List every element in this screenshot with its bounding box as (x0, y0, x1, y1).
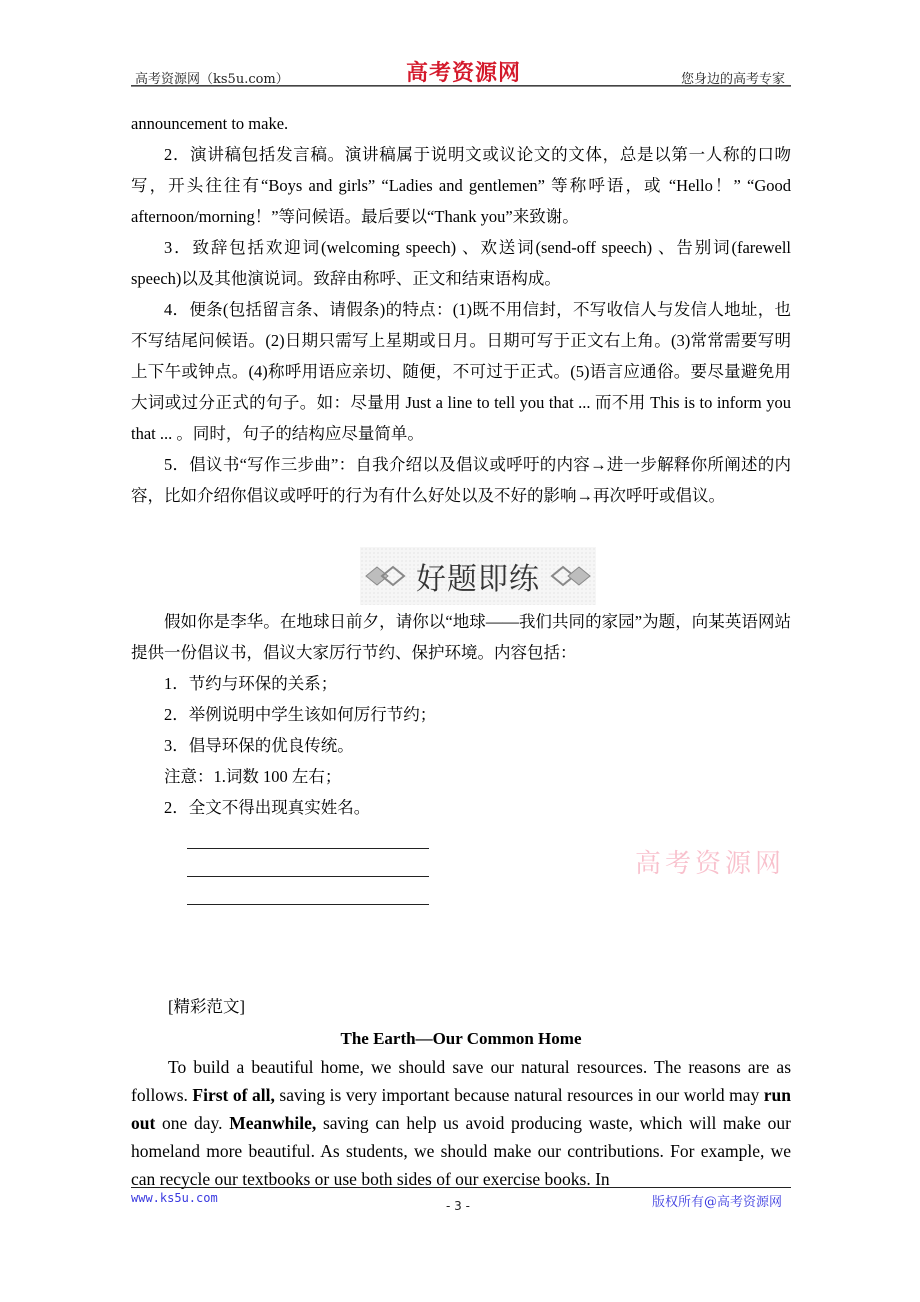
double-diamond-icon (364, 565, 410, 587)
note-item-2: 2．演讲稿包括发言稿。演讲稿属于说明文或议论文的文体，总是以第一人称的口吻写，开头往往有“Boys and girls” “Ladies and gentlemen” 等称呼语，或 “Hello！” “Good afternoon/morning！”等问候语。最后要以“Thank you”来致谢。 (131, 145, 791, 226)
double-diamond-icon (546, 565, 592, 587)
essay-text: saving can help us avoid producing waste, which will make our homeland more beautiful. As students, we should make our contributions. For example, we can recycle our textbooks or use both sides of our exercise books. In (131, 1113, 791, 1189)
page-header (131, 56, 791, 88)
section-banner (360, 547, 596, 605)
header-divider (131, 85, 791, 87)
task-notice-2: 2．全文不得出现真实姓名。 (164, 798, 371, 817)
answer-line (187, 849, 429, 877)
essay-bold-phrase: Meanwhile, (229, 1113, 317, 1133)
writing-notes (131, 108, 791, 511)
answer-line (187, 877, 429, 905)
footer-site-link[interactable]: www.ks5u.com (131, 1191, 218, 1205)
answer-blank-lines (187, 846, 429, 905)
note-item-5: 5．倡议书“写作三步曲”：自我介绍以及倡议或呼吁的内容→进一步解释你所阐述的内容，比如介绍你倡议或呼吁的行为有什么好处以及不好的影响→再次呼吁或倡议。 (131, 455, 791, 505)
note-item-3: 3．致辞包括欢迎词(welcoming speech) 、欢送词(send-off speech) 、告别词(farewell speech)以及其他演说词。致辞由称呼、正文和结束语构成。 (131, 238, 791, 288)
banner-title: 好题即练 (416, 562, 540, 597)
header-logo: 高考资源网 (406, 60, 522, 86)
note-continuation: announcement to make. (131, 114, 289, 133)
page-number: - 3 - (446, 1199, 470, 1213)
task-point-2: 2．举例说明中学生该如何厉行节约； (164, 705, 437, 724)
task-point-1: 1．节约与环保的关系； (164, 674, 338, 693)
header-slogan: 您身边的高考专家 (680, 72, 785, 87)
sample-tag: [精彩范文] (168, 997, 245, 1016)
essay-bold-phrase: First of all, (192, 1085, 275, 1105)
essay-text: one day. (155, 1113, 230, 1133)
sample-essay-body (131, 1053, 791, 1193)
task-prompt: 假如你是李华。在地球日前夕，请你以“地球——我们共同的家园”为题，向某英语网站提供一份倡议书，倡议大家厉行节约、保护环境。内容包括： (131, 612, 791, 662)
essay-bold-phrase: run out (131, 1085, 792, 1133)
footer-copyright: 版权所有@高考资源网 (651, 1195, 782, 1210)
note-item-4: 4．便条(包括留言条、请假条)的特点：(1)既不用信封，不写收信人与发信人地址，也不写结尾问候语。(2)日期只需写上星期或日月。日期可写于正文右上角。(3)常常需要写明上下午或钟点。(4)称呼用语应亲切、随便，不可过于正式。(5)语言应通俗。要尽量避免用大词或过分正式的句子。如：尽量用 Just a line to tell you that ... 而不用 This is to inform you that ... 。同时，句子的结构应尽量简单。 (131, 300, 791, 443)
watermark-logo: 高考资源网 (635, 849, 786, 879)
task-notice-1: 注意：1.词数 100 左右； (164, 767, 342, 786)
essay-text: saving is very important because natural resources in our world may (274, 1085, 764, 1105)
sample-essay-section (131, 993, 791, 1193)
footer-divider (131, 1187, 791, 1188)
sample-title: The Earth—Our Common Home (340, 1029, 582, 1048)
writing-task (131, 606, 791, 823)
header-site-name: 高考资源网（ks5u.com） (135, 72, 289, 87)
task-point-3: 3．倡导环保的优良传统。 (164, 736, 354, 755)
essay-text: To build a beautiful home, we should save our natural resources. The reasons are as follows. (131, 1057, 791, 1105)
